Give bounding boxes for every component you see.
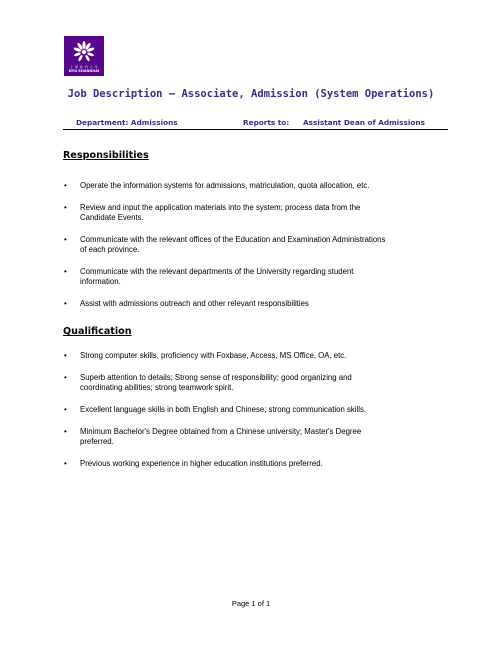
- reports-to-value: Assistant Dean of Admissions: [303, 118, 425, 127]
- reports-to-label: Reports to:: [243, 118, 290, 127]
- list-item: • Assist with admissions outreach and other relevant responsibilities: [63, 299, 453, 309]
- department-label: Department: Admissions: [76, 118, 178, 127]
- list-item: • Communicate with the relevant offices of the Education and Examination Administrations of each province.: [63, 235, 453, 255]
- list-item: • Minimum Bachelor's Degree obtained from a Chinese university; Master's Degree preferred.: [63, 427, 453, 447]
- logo-chinese-text: 上 海 纽 约 大 学: [69, 65, 99, 69]
- list-item: • Excellent language skills in both English and Chinese; strong communication skills.: [63, 405, 453, 415]
- torch-icon: [72, 40, 96, 64]
- list-item: • Review and input the application materials into the system; process data from the Candidate Events.: [63, 203, 453, 223]
- list-item: • Operate the information systems for admissions, matriculation, quota allocation, etc.: [63, 181, 453, 191]
- qualification-list: [63, 351, 453, 469]
- page-title: Job Description – Associate, Admission (System Operations): [67, 88, 435, 100]
- list-item: • Strong computer skills, proficiency with Foxbase, Access, MS Office, OA, etc.: [63, 351, 453, 361]
- responsibilities-heading: Responsibilities: [63, 150, 149, 161]
- list-item: • Previous working experience in higher education institutions preferred.: [63, 459, 453, 469]
- responsibilities-list: [63, 181, 453, 309]
- page-footer: Page 1 of 1: [231, 599, 271, 608]
- list-item: • Superb attention to details; Strong sense of responsibility; good organizing and coordinating abilities; strong teamwork spirit.: [63, 373, 453, 393]
- logo-english-text: NYU SHANGHAI: [68, 69, 100, 73]
- nyu-shanghai-logo: [64, 36, 104, 76]
- qualification-heading: Qualification: [63, 326, 132, 337]
- department-row: [63, 117, 448, 130]
- list-item: • Communicate with the relevant departments of the University regarding student information.: [63, 267, 453, 287]
